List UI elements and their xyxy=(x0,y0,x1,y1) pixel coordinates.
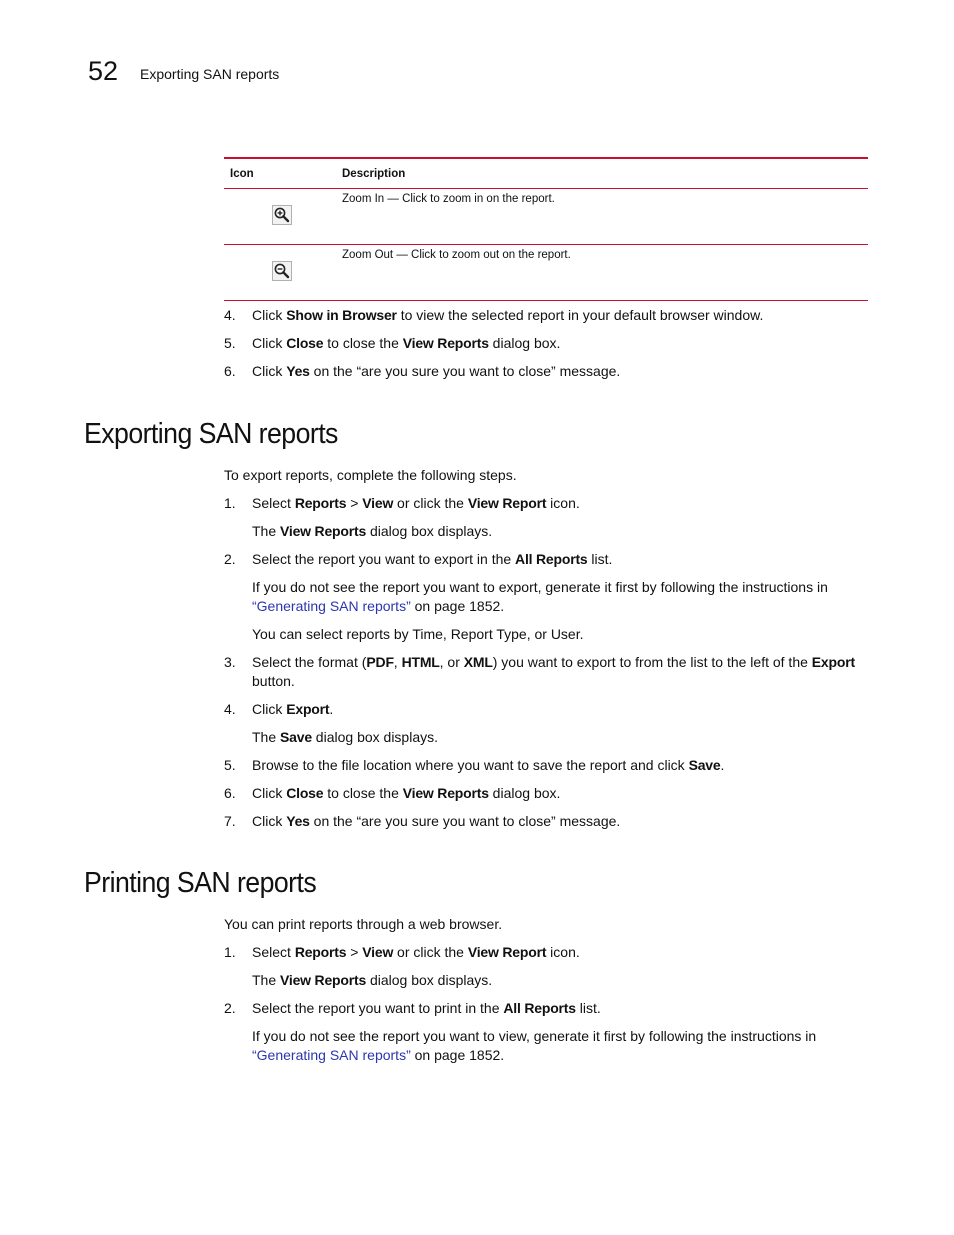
list-item: 6. Click Close to close the View Reports dialog box. xyxy=(224,785,561,801)
list-item: 4. Click Show in Browser to view the selected report in your default browser window. xyxy=(224,307,764,323)
section-heading-printing: Printing SAN reports xyxy=(84,867,317,899)
view-steps-list xyxy=(224,306,874,390)
icon-table xyxy=(224,157,868,301)
list-item: 5. Browse to the file location where you want to save the report and click Save. xyxy=(224,757,725,773)
chapter-number: 52 xyxy=(88,56,119,86)
table-header-row xyxy=(224,158,868,189)
list-item: 4. Click Export. The Save dialog box displays. xyxy=(224,700,874,747)
zoom-out-icon xyxy=(272,261,292,281)
list-item: 6. Click Yes on the “are you sure you want to close” message. xyxy=(224,363,621,379)
generating-san-reports-link[interactable]: “Generating SAN reports” xyxy=(252,598,411,614)
icon-cell xyxy=(224,189,336,245)
list-item: 2. Select the report you want to export in the All Reports list. If you do not see the report you want to export, generate it first by following the instructions in “Generating SAN reports” on page 1852. You can select reports by Time, Report Type, or User. xyxy=(224,550,874,644)
list-item: 2. Select the report you want to print in the All Reports list. If you do not see the report you want to view, generate it first by following the instructions in “Generating SAN reports” on page 1852. xyxy=(224,999,874,1065)
list-item: 7. Click Yes on the “are you sure you want to close” message. xyxy=(224,813,621,829)
description-cell: Zoom Out — Click to zoom out on the report. xyxy=(336,245,868,301)
step-note: If you do not see the report you want to view, generate it first by following the instructions in “Generating SAN reports” on page 1852. xyxy=(252,1028,817,1063)
section-heading-exporting: Exporting SAN reports xyxy=(84,418,338,450)
icon-cell xyxy=(224,245,336,301)
description-cell: Zoom In — Click to zoom in on the report. xyxy=(336,189,868,245)
list-item: 5. Click Close to close the View Reports dialog box. xyxy=(224,335,561,351)
table-row xyxy=(224,245,868,301)
step-note: The Save dialog box displays. xyxy=(252,729,438,745)
step-note: You can select reports by Time, Report Type, or User. xyxy=(252,626,584,642)
column-header-icon: Icon xyxy=(224,158,336,189)
exporting-steps-list xyxy=(224,494,874,840)
exporting-intro: To export reports, complete the following steps. xyxy=(224,467,517,483)
step-note: The View Reports dialog box displays. xyxy=(252,523,493,539)
zoom-in-icon xyxy=(272,205,292,225)
printing-steps-list xyxy=(224,943,874,1074)
column-header-description: Description xyxy=(336,158,868,189)
list-item: 1. Select Reports > View or click the View Report icon. The View Reports dialog box displays. xyxy=(224,943,874,990)
list-item: 1. Select Reports > View or click the View Report icon. The View Reports dialog box displays. xyxy=(224,494,874,541)
chapter-title: Exporting SAN reports xyxy=(140,66,280,82)
step-note: If you do not see the report you want to export, generate it first by following the instructions in “Generating SAN reports” on page 1852. xyxy=(252,579,828,614)
table-row xyxy=(224,189,868,245)
generating-san-reports-link[interactable]: “Generating SAN reports” xyxy=(252,1047,411,1063)
step-note: The View Reports dialog box displays. xyxy=(252,972,493,988)
printing-intro: You can print reports through a web browser. xyxy=(224,916,503,932)
list-item: 3. Select the format (PDF, HTML, or XML) you want to export to from the list to the left of the Export button. xyxy=(224,654,855,689)
